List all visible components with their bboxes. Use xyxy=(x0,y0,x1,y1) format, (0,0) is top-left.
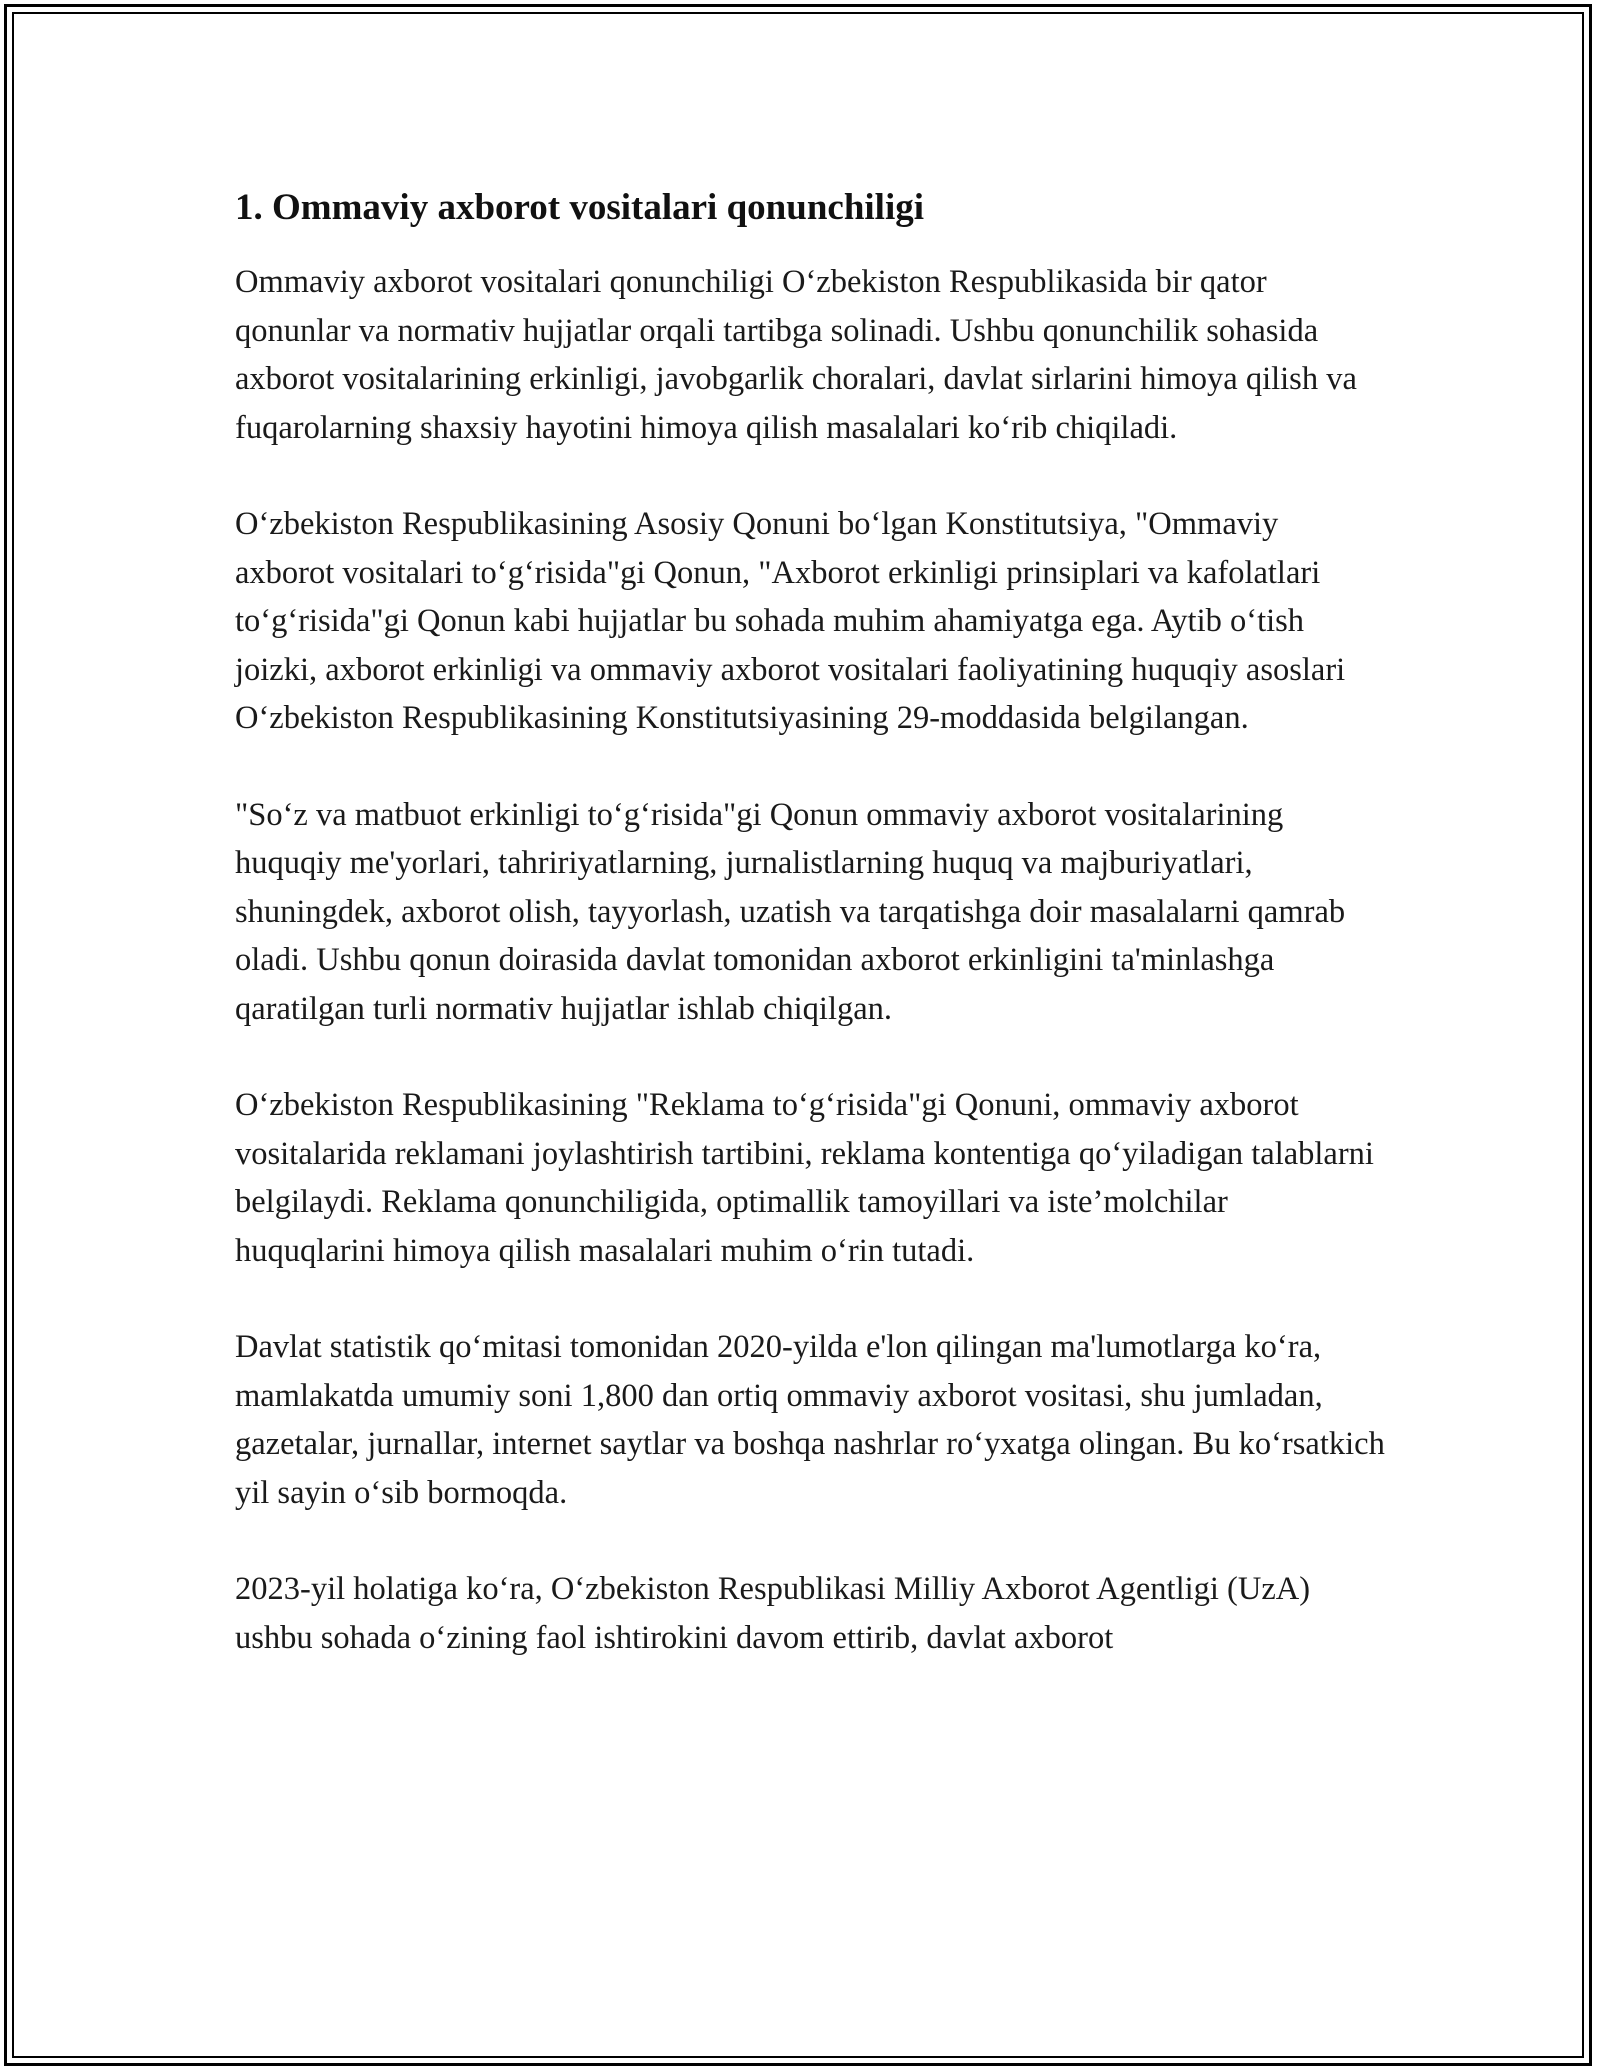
paragraph-6: 2023-yil holatiga ko‘ra, O‘zbekiston Respublikasi Milliy Axborot Agentligi (UzA) ushbu sohada o‘zining faol ishtirokini davom ettirib, davlat axborot xyxy=(235,1571,1311,1656)
paragraph-1: Ommaviy axborot vositalari qonunchiligi O‘zbekiston Respublikasida bir qator qonunlar va normativ hujjatlar orqali tartibga solinadi. Ushbu qonunchilik sohasida axborot vositalarining erkinligi, javobgarlik choralari, davlat sirlarini himoya qilish va fuqarolarning shaxsiy hayotini himoya qilish masalalari ko‘rib chiqiladi. xyxy=(235,264,1357,446)
section-heading: 1. Ommaviy axborot vositalari qonunchiligi xyxy=(235,187,925,228)
paragraph-5: Davlat statistik qo‘mitasi tomonidan 2020-yilda e'lon qilingan ma'lumotlarga ko‘ra, mamlakatda umumiy soni 1,800 dan ortiq ommaviy axborot vositasi, shu jumladan, gazetalar, jurnallar, internet saytlar va boshqa nashrlar ro‘yxatga olingan. Bu ko‘rsatkich yil sayin o‘sib bormoqda. xyxy=(235,1329,1385,1511)
paragraph-4: O‘zbekiston Respublikasining "Reklama to‘g‘risida"gi Qonuni, ommaviy axborot vositalarida reklamani joylashtirish tartibini, reklama kontentiga qo‘yiladigan talablarni belgilaydi. Reklama qonunchiligida, optimallik tamoyillari va iste’molchilar huquqlarini himoya qilish masalalari muhim o‘rin tutadi. xyxy=(235,1087,1374,1269)
paragraph-3: "So‘z va matbuot erkinligi to‘g‘risida"gi Qonun ommaviy axborot vositalarining huquqiy me'yorlari, tahririyatlarning, jurnalistlarning huquq va majburiyatlari, shuningdek, axborot olish, tayyorlash, uzatish va tarqatishga doir masalalarni qamrab oladi. Ushbu qonun doirasida davlat tomonidan axborot erkinligini ta'minlashga qaratilgan turli normativ hujjatlar ishlab chiqilgan. xyxy=(235,796,1346,1027)
paragraph-2: O‘zbekiston Respublikasining Asosiy Qonuni bo‘lgan Konstitutsiya, "Ommaviy axborot vositalari to‘g‘risida"gi Qonun, "Axborot erkinligi prinsiplari va kafolatlari to‘g‘risida"gi Qonun kabi hujjatlar bu sohada muhim ahamiyatga ega. Aytib o‘tish joizki, axborot erkinligi va ommaviy axborot vositalari faoliyatining huquqiy asoslari O‘zbekiston Respublikasining Konstitutsiyasining 29-moddasida belgilangan. xyxy=(235,506,1346,736)
document-body xyxy=(235,185,1385,1710)
